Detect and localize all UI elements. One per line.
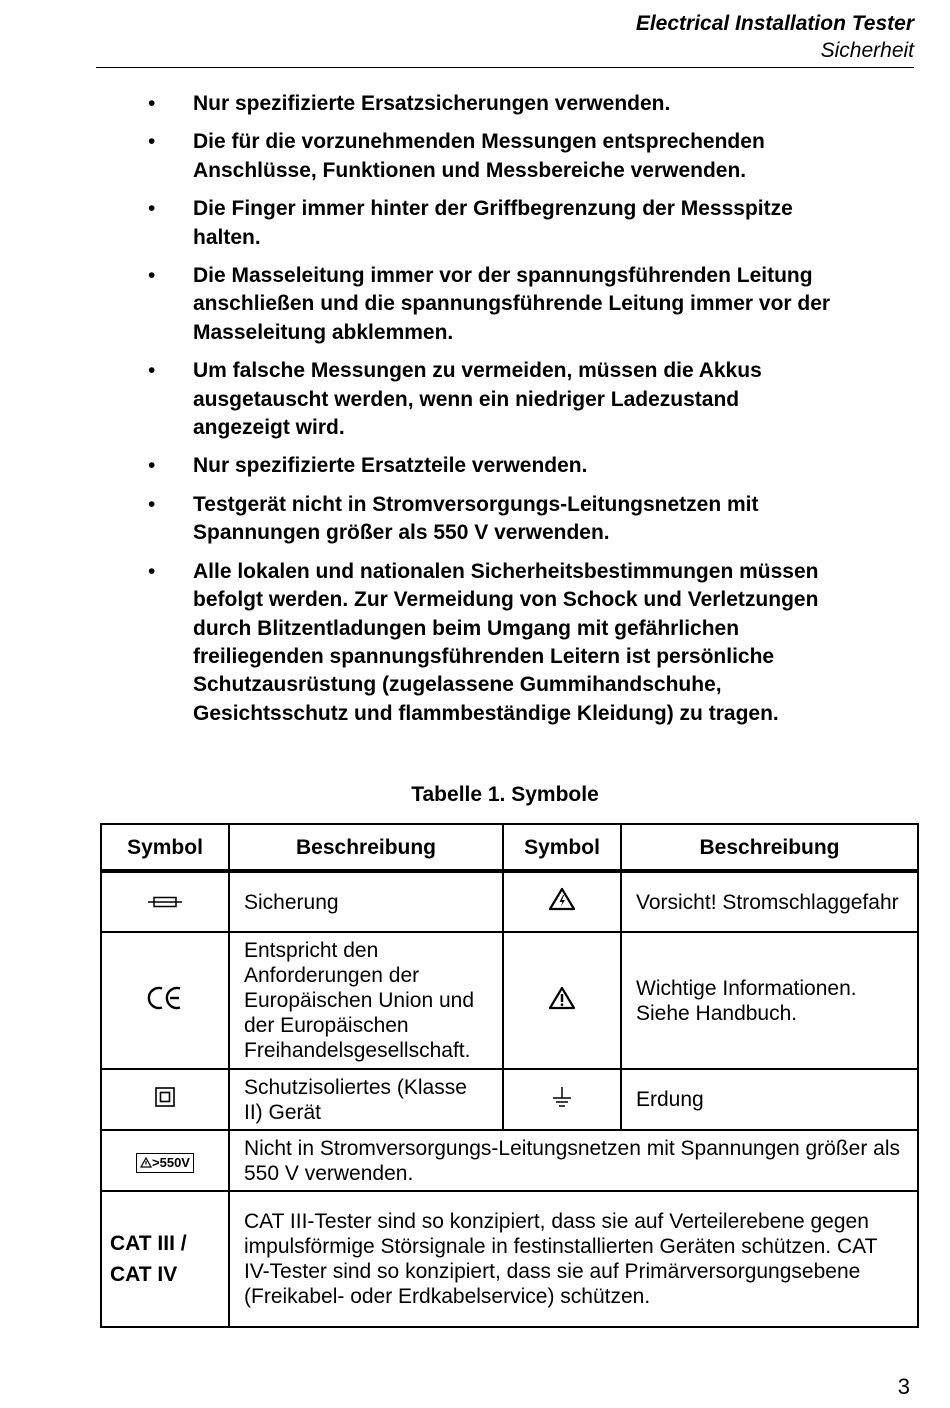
warning-triangle-icon — [140, 1157, 152, 1168]
column-header: Beschreibung — [621, 824, 918, 871]
document-title: Electrical Installation Tester — [635, 12, 914, 35]
column-header: Symbol — [101, 824, 229, 871]
table-row — [101, 1191, 918, 1327]
table-row — [101, 1130, 918, 1191]
description-cell: Sicherung — [229, 871, 503, 932]
symbol-cell — [101, 1130, 229, 1191]
bullet-marker: • — [148, 197, 156, 221]
description-cell: Erdung — [621, 1069, 918, 1130]
bullet-item — [140, 357, 840, 442]
symbol-cell — [503, 932, 621, 1069]
description-cell: Entspricht den Anforderungen der Europäischen Union und der Europäischen Freihandelsgesellschaft. — [229, 932, 503, 1069]
bullet-marker: • — [148, 92, 156, 115]
bullet-text: Nur spezifizierte Ersatzsicherungen verwenden. — [193, 92, 671, 115]
over-voltage-warning-icon — [136, 1153, 194, 1173]
table-row — [101, 932, 918, 1069]
column-header: Symbol — [503, 824, 621, 871]
symbol-cell — [503, 1069, 621, 1130]
bullet-text: Die für die vorzunehmenden Messungen entsprechenden Anschlüsse, Funktionen und Messbereiche verwenden. — [193, 130, 765, 182]
description-cell: Wichtige Informationen. Siehe Handbuch. — [621, 932, 918, 1069]
fuse-icon — [148, 895, 182, 909]
category-label: CAT IV — [110, 1263, 178, 1286]
bullet-text: Alle lokalen und nationalen Sicherheitsbestimmungen müssen befolgt werden. Zur Vermeidung von Schock und Verletzungen durch Blitzentladungen beim Umgang mit gefährlichen freiliegenden spannungsführenden Leitern ist persönliche Schutzausrüstung (zugelassene Gummihandschuhe, Gesichtsschutz und flammbeständige Kleidung) zu tragen. — [193, 559, 819, 725]
table-caption: Tabelle 1. Symbole — [411, 783, 599, 806]
symbol-cell — [101, 1191, 229, 1327]
bullet-text: Die Finger immer hinter der Griffbegrenzung der Messspitze halten. — [193, 197, 793, 249]
bullet-marker: • — [148, 130, 156, 154]
description-cell: Nicht in Stromversorgungs-Leitungsnetzen mit Spannungen größer als 550 V verwenden. — [229, 1130, 918, 1191]
section-title: Sicherheit — [820, 39, 914, 62]
electric-shock-warning-icon — [548, 887, 576, 911]
bullet-item — [140, 558, 840, 728]
warning-icon — [548, 986, 576, 1010]
bullet-text: Um falsche Messungen zu vermeiden, müssen die Akkus ausgetauscht werden, wenn ein niedriger Ladezustand angezeigt wird. — [193, 359, 762, 440]
ground-icon — [552, 1086, 572, 1108]
bullet-marker: • — [148, 264, 156, 288]
bullet-text: Die Masseleitung immer vor der spannungsführenden Leitung anschließen und die spannungsführende Leitung immer vor der Masseleitung abklemmen. — [193, 264, 831, 344]
category-label: CAT III / — [110, 1232, 187, 1255]
symbol-cell — [101, 1069, 229, 1130]
description-cell: Schutzisoliertes (Klasse II) Gerät — [229, 1069, 503, 1130]
ce-mark-icon — [146, 985, 184, 1011]
voltage-limit-text: >550V — [152, 1155, 190, 1170]
bullet-marker: • — [148, 359, 156, 383]
description-cell: Vorsicht! Stromschlaggefahr — [621, 871, 918, 932]
bullet-marker: • — [148, 454, 156, 478]
header-divider — [96, 67, 914, 68]
bullet-item — [140, 452, 840, 480]
bullet-marker: • — [148, 492, 156, 516]
bullet-text: Nur spezifizierte Ersatzteile verwenden. — [193, 454, 588, 478]
bullet-item — [140, 491, 840, 548]
symbols-table — [100, 823, 919, 1328]
bullet-item — [140, 90, 840, 118]
bullet-item — [140, 262, 840, 347]
symbol-cell — [101, 871, 229, 932]
column-header: Beschreibung — [229, 824, 503, 871]
double-insulation-icon — [155, 1087, 175, 1107]
page-number: 3 — [897, 1374, 910, 1399]
table-header-row — [101, 824, 918, 871]
page-header — [636, 10, 914, 64]
description-cell: CAT III-Tester sind so konzipiert, dass sie auf Verteilerebene gegen impulsförmige Störsignale in festinstallierten Geräten schützen. CAT IV-Tester sind so konzipiert, dass sie auf Primärversorgungsebene (Freikabel- oder Erdkabelservice) schützen. — [229, 1191, 918, 1327]
symbol-cell — [101, 932, 229, 1069]
bullet-item — [140, 195, 840, 252]
safety-bullet-list — [140, 90, 840, 738]
symbol-cell — [503, 871, 621, 932]
bullet-text: Testgerät nicht in Stromversorgungs-Leitungsnetzen mit Spannungen größer als 550 V verwenden. — [193, 492, 759, 545]
bullet-marker: • — [148, 559, 156, 583]
table-row — [101, 871, 918, 932]
table-row — [101, 1069, 918, 1130]
bullet-item — [140, 128, 840, 185]
